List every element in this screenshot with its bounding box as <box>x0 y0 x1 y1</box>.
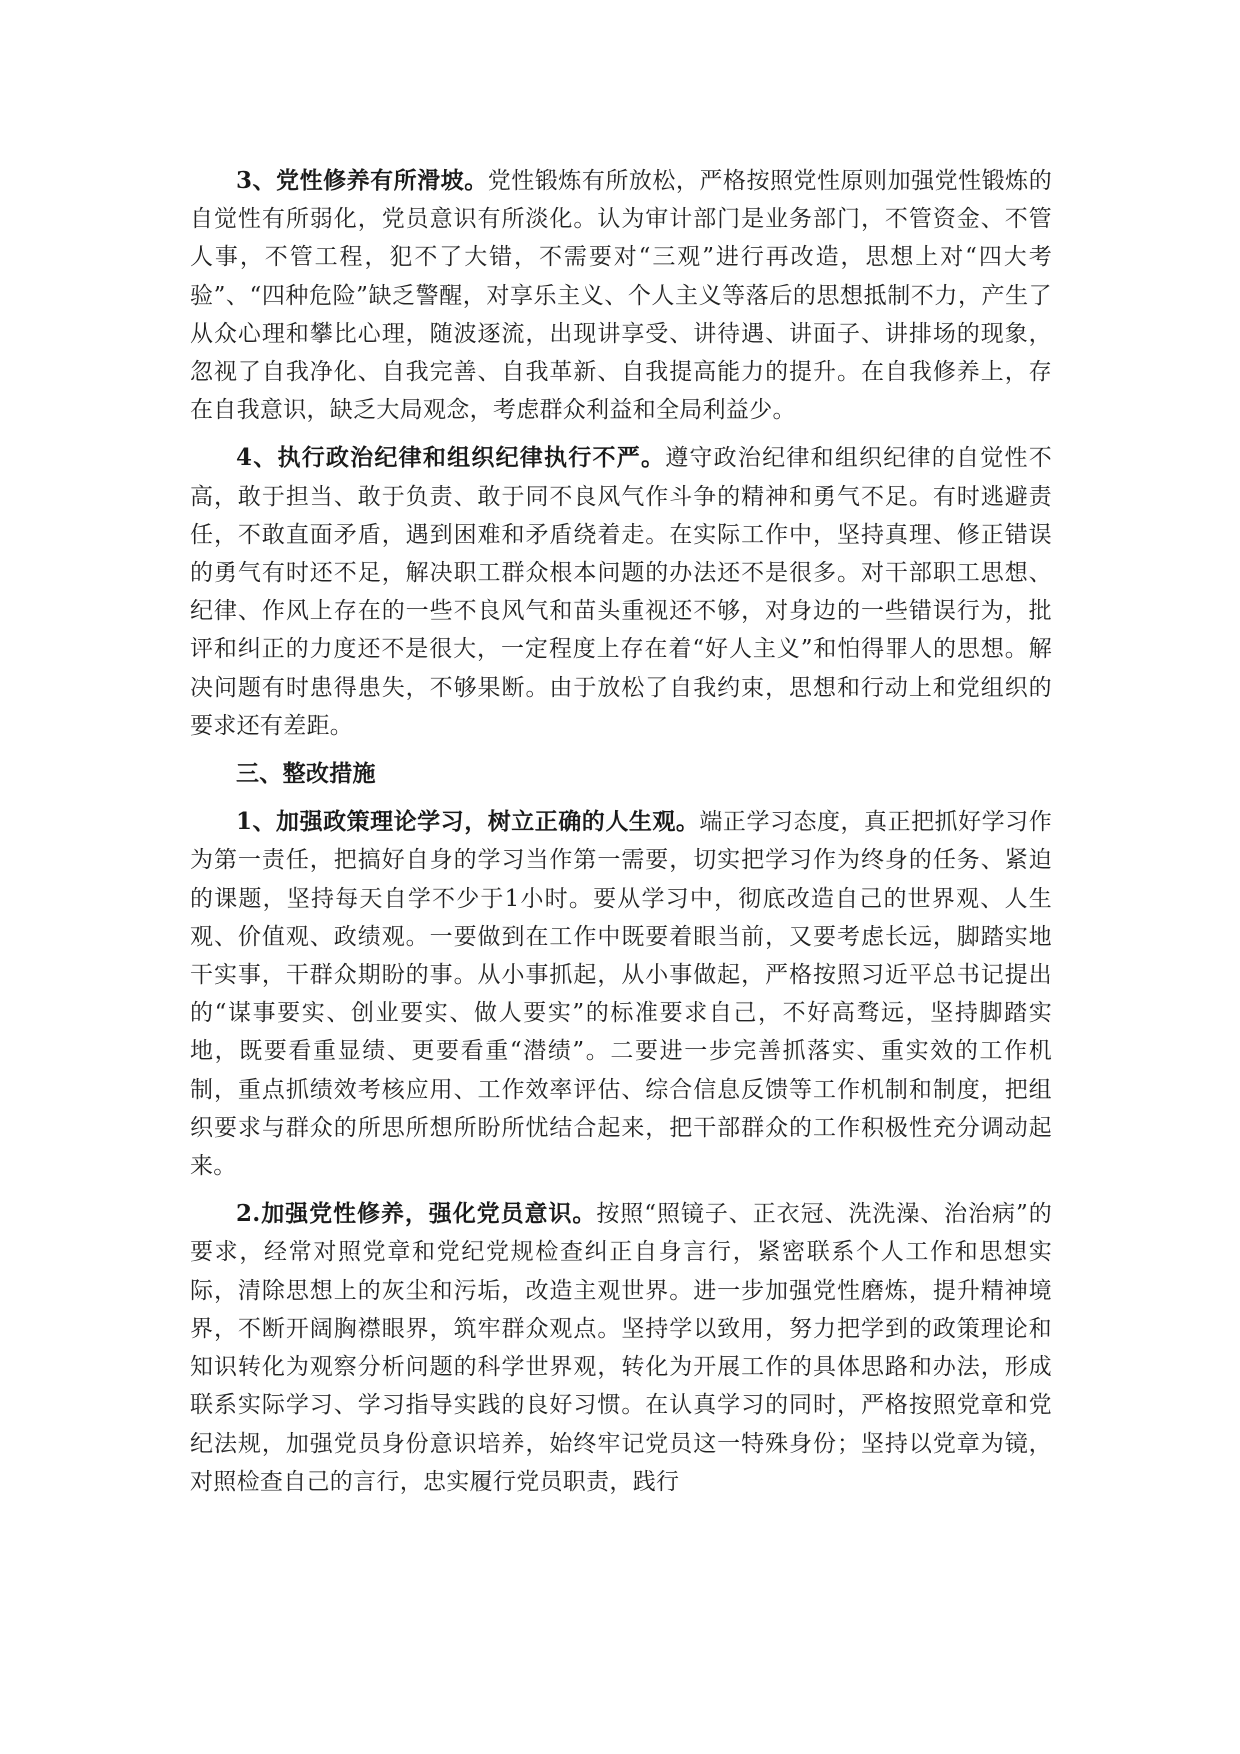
paragraph-lead: 2.加强党性修养，强化党员意识。 <box>236 1200 597 1228</box>
paragraph-discipline-lax <box>190 439 1052 745</box>
document-body <box>190 162 1052 1511</box>
paragraph-lead: 4、执行政治纪律和组织纪律执行不严。 <box>236 444 666 472</box>
paragraph-text: 按照“照镜子、正衣冠、洗洗澡、治治病”的要求，经常对照党章和党纪党规检查纠正自身言行，紧密联系个人工作和思想实际，清除思想上的灰尘和污垢，改造主观世界。进一步加强党性磨炼，提升精神境界，不断开阔胸襟眼界，筑牢群众观点。坚持学以致用，努力把学到的政策理论和知识转化为观察分析问题的科学世界观，转化为开展工作的具体思路和办法，形成联系实际学习、学习指导实践的良好习惯。在认真学习的同时，严格按照党章和党纪法规，加强党员身份意识培养，始终牢记党员这一特殊身份；坚持以党章为镜，对照检查自己的言行，忠实履行党员职责，践行 <box>190 1201 1052 1495</box>
paragraph-text: 党性锻炼有所放松，严格按照党性原则加强党性锻炼的自觉性有所弱化，党员意识有所淡化。认为审计部门是业务部门，不管资金、不管人事，不管工程，犯不了大错，不需要对“三观”进行再改造，思想上对“四大考验”、“四种危险”缺乏警醒，对享乐主义、个人主义等落后的思想抵制不力，产生了从众心理和攀比心理，随波逐流，出现讲享受、讲待遇、讲面子、讲排场的现象，忽视了自我净化、自我完善、自我革新、自我提高能力的提升。在自我修养上，存在自我意识，缺乏大局观念，考虑群众利益和全局利益少。 <box>190 168 1052 424</box>
paragraph-text: 端正学习态度，真正把抓好学习作为第一责任，把搞好自身的学习当作第一需要，切实把学习作为终身的任务、紧迫的课题，坚持每天自学不少于1小时。要从学习中，彻底改造自己的世界观、人生观、价值观、政绩观。一要做到在工作中既要着眼当前，又要考虑长远，脚踏实地干实事，干群众期盼的事。从小事抓起，从小事做起，严格按照习近平总书记提出的“谋事要实、创业要实、做人要实”的标准要求自己，不好高骛远，坚持脚踏实地，既要看重显绩、更要看重“潜绩”。二要进一步完善抓落实、重实效的工作机制，重点抓绩效考核应用、工作效率评估、综合信息反馈等工作机制和制度，把组织要求与群众的所思所想所盼所忧结合起来，把干部群众的工作积极性充分调动起来。 <box>190 809 1052 1180</box>
paragraph-party-awareness <box>190 1195 1052 1501</box>
paragraph-text: 遵守政治纪律和组织纪律的自觉性不高，敢于担当、敢于负责、敢于同不良风气作斗争的精神和勇气不足。有时逃避责任，不敢直面矛盾，遇到困难和矛盾绕着走。在实际工作中，坚持真理、修正错误的勇气有时还不足，解决职工群众根本问题的办法还不是很多。对干部职工思想、纪律、作风上存在的一些不良风气和苗头重视还不够，对身边的一些错误行为，批评和纠正的力度还不是很大，一定程度上存在着“好人主义”和怕得罪人的思想。解决问题有时患得患失，不够果断。由于放松了自我约束，思想和行动上和党组织的要求还有差距。 <box>190 445 1052 739</box>
paragraph-lead: 1、加强政策理论学习，树立正确的人生观。 <box>236 808 700 836</box>
paragraph-theory-study <box>190 803 1052 1185</box>
paragraph-party-spirit-decline <box>190 162 1052 429</box>
section-heading: 三、整改措施 <box>236 760 376 788</box>
paragraph-lead: 3、党性修养有所滑坡。 <box>236 167 488 194</box>
